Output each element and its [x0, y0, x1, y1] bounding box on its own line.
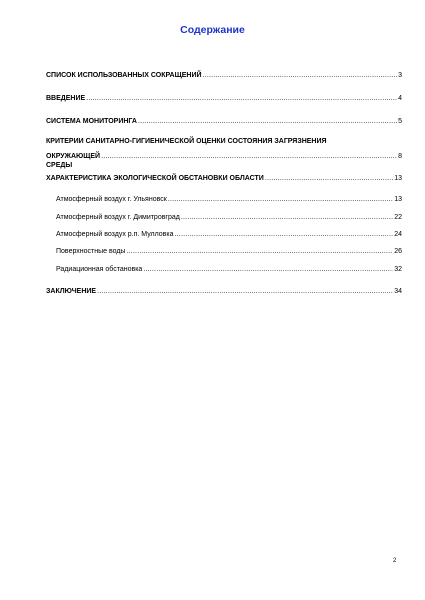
toc-entry-label: Атмосферный воздух р.п. Мулловка [56, 231, 174, 238]
toc-entry-introduction[interactable] [46, 94, 402, 103]
toc-entry-label: СИСТЕМА МОНИТОРИНГА [46, 118, 137, 125]
toc-entry-label: ЗАКЛЮЧЕНИЕ [46, 288, 97, 295]
page-number: 2 [393, 558, 397, 564]
dot-leader [97, 287, 393, 296]
toc-page-number: 13 [394, 196, 402, 203]
toc-entry-monitoring[interactable] [46, 117, 402, 126]
dot-leader [168, 195, 393, 204]
toc-entry-conclusion[interactable] [46, 287, 402, 296]
toc-entry-ecology[interactable] [46, 174, 402, 183]
toc-page-number: 8 [398, 153, 402, 160]
dot-leader [101, 152, 397, 161]
dot-leader [126, 247, 393, 256]
toc-entry-air-dimitrovgrad[interactable] [56, 213, 402, 222]
toc-page-number: 22 [394, 214, 402, 221]
dot-leader [181, 213, 393, 222]
toc-entry-label: ВВЕДЕНИЕ [46, 95, 86, 102]
toc-entry-label: Атмосферный воздух г. Ульяновск [56, 196, 167, 203]
toc-page-number: 4 [398, 95, 402, 102]
toc-entry-label: Атмосферный воздух г. Димитровград [56, 214, 180, 221]
toc-entry-air-ulyanovsk[interactable] [56, 195, 402, 204]
dot-leader [265, 174, 393, 183]
toc-entry-label-continued: ОКРУЖАЮЩЕЙ СРЕДЫ [46, 153, 101, 169]
dot-leader [143, 265, 393, 274]
toc-entry-label: ХАРАКТЕРИСТИКА ЭКОЛОГИЧЕСКОЙ ОБСТАНОВКИ ОБЛАСТИ [46, 175, 264, 182]
toc-entry-radiation[interactable] [56, 265, 402, 274]
toc-entry-abbreviations[interactable] [46, 71, 402, 80]
toc-page-number: 34 [394, 288, 402, 295]
toc-page-number: 3 [398, 72, 402, 79]
toc-page-number: 5 [398, 118, 402, 125]
dot-leader [86, 94, 397, 103]
dot-leader [203, 71, 398, 80]
toc-entry-label: Поверхностные воды [56, 248, 126, 255]
toc-page-number: 32 [394, 266, 402, 273]
toc-page-number: 13 [394, 175, 402, 182]
toc-entry-criteria[interactable] [46, 137, 402, 170]
dot-leader [138, 117, 397, 126]
toc-page-number: 26 [394, 248, 402, 255]
toc-entry-air-mullovka[interactable] [56, 230, 402, 239]
dot-leader [175, 230, 394, 239]
toc-entry-label: Радиационная обстановка [56, 266, 143, 273]
toc-page-number: 24 [394, 231, 402, 238]
page-title: Содержание [180, 24, 245, 36]
toc-entry-label: КРИТЕРИИ САНИТАРНО-ГИГИЕНИЧЕСКОЙ ОЦЕНКИ СОСТОЯНИЯ ЗАГРЯЗНЕНИЯ [46, 138, 327, 145]
toc-entry-label: СПИСОК ИСПОЛЬЗОВАННЫХ СОКРАЩЕНИЙ [46, 72, 202, 79]
toc-entry-surface-water[interactable] [56, 247, 402, 256]
